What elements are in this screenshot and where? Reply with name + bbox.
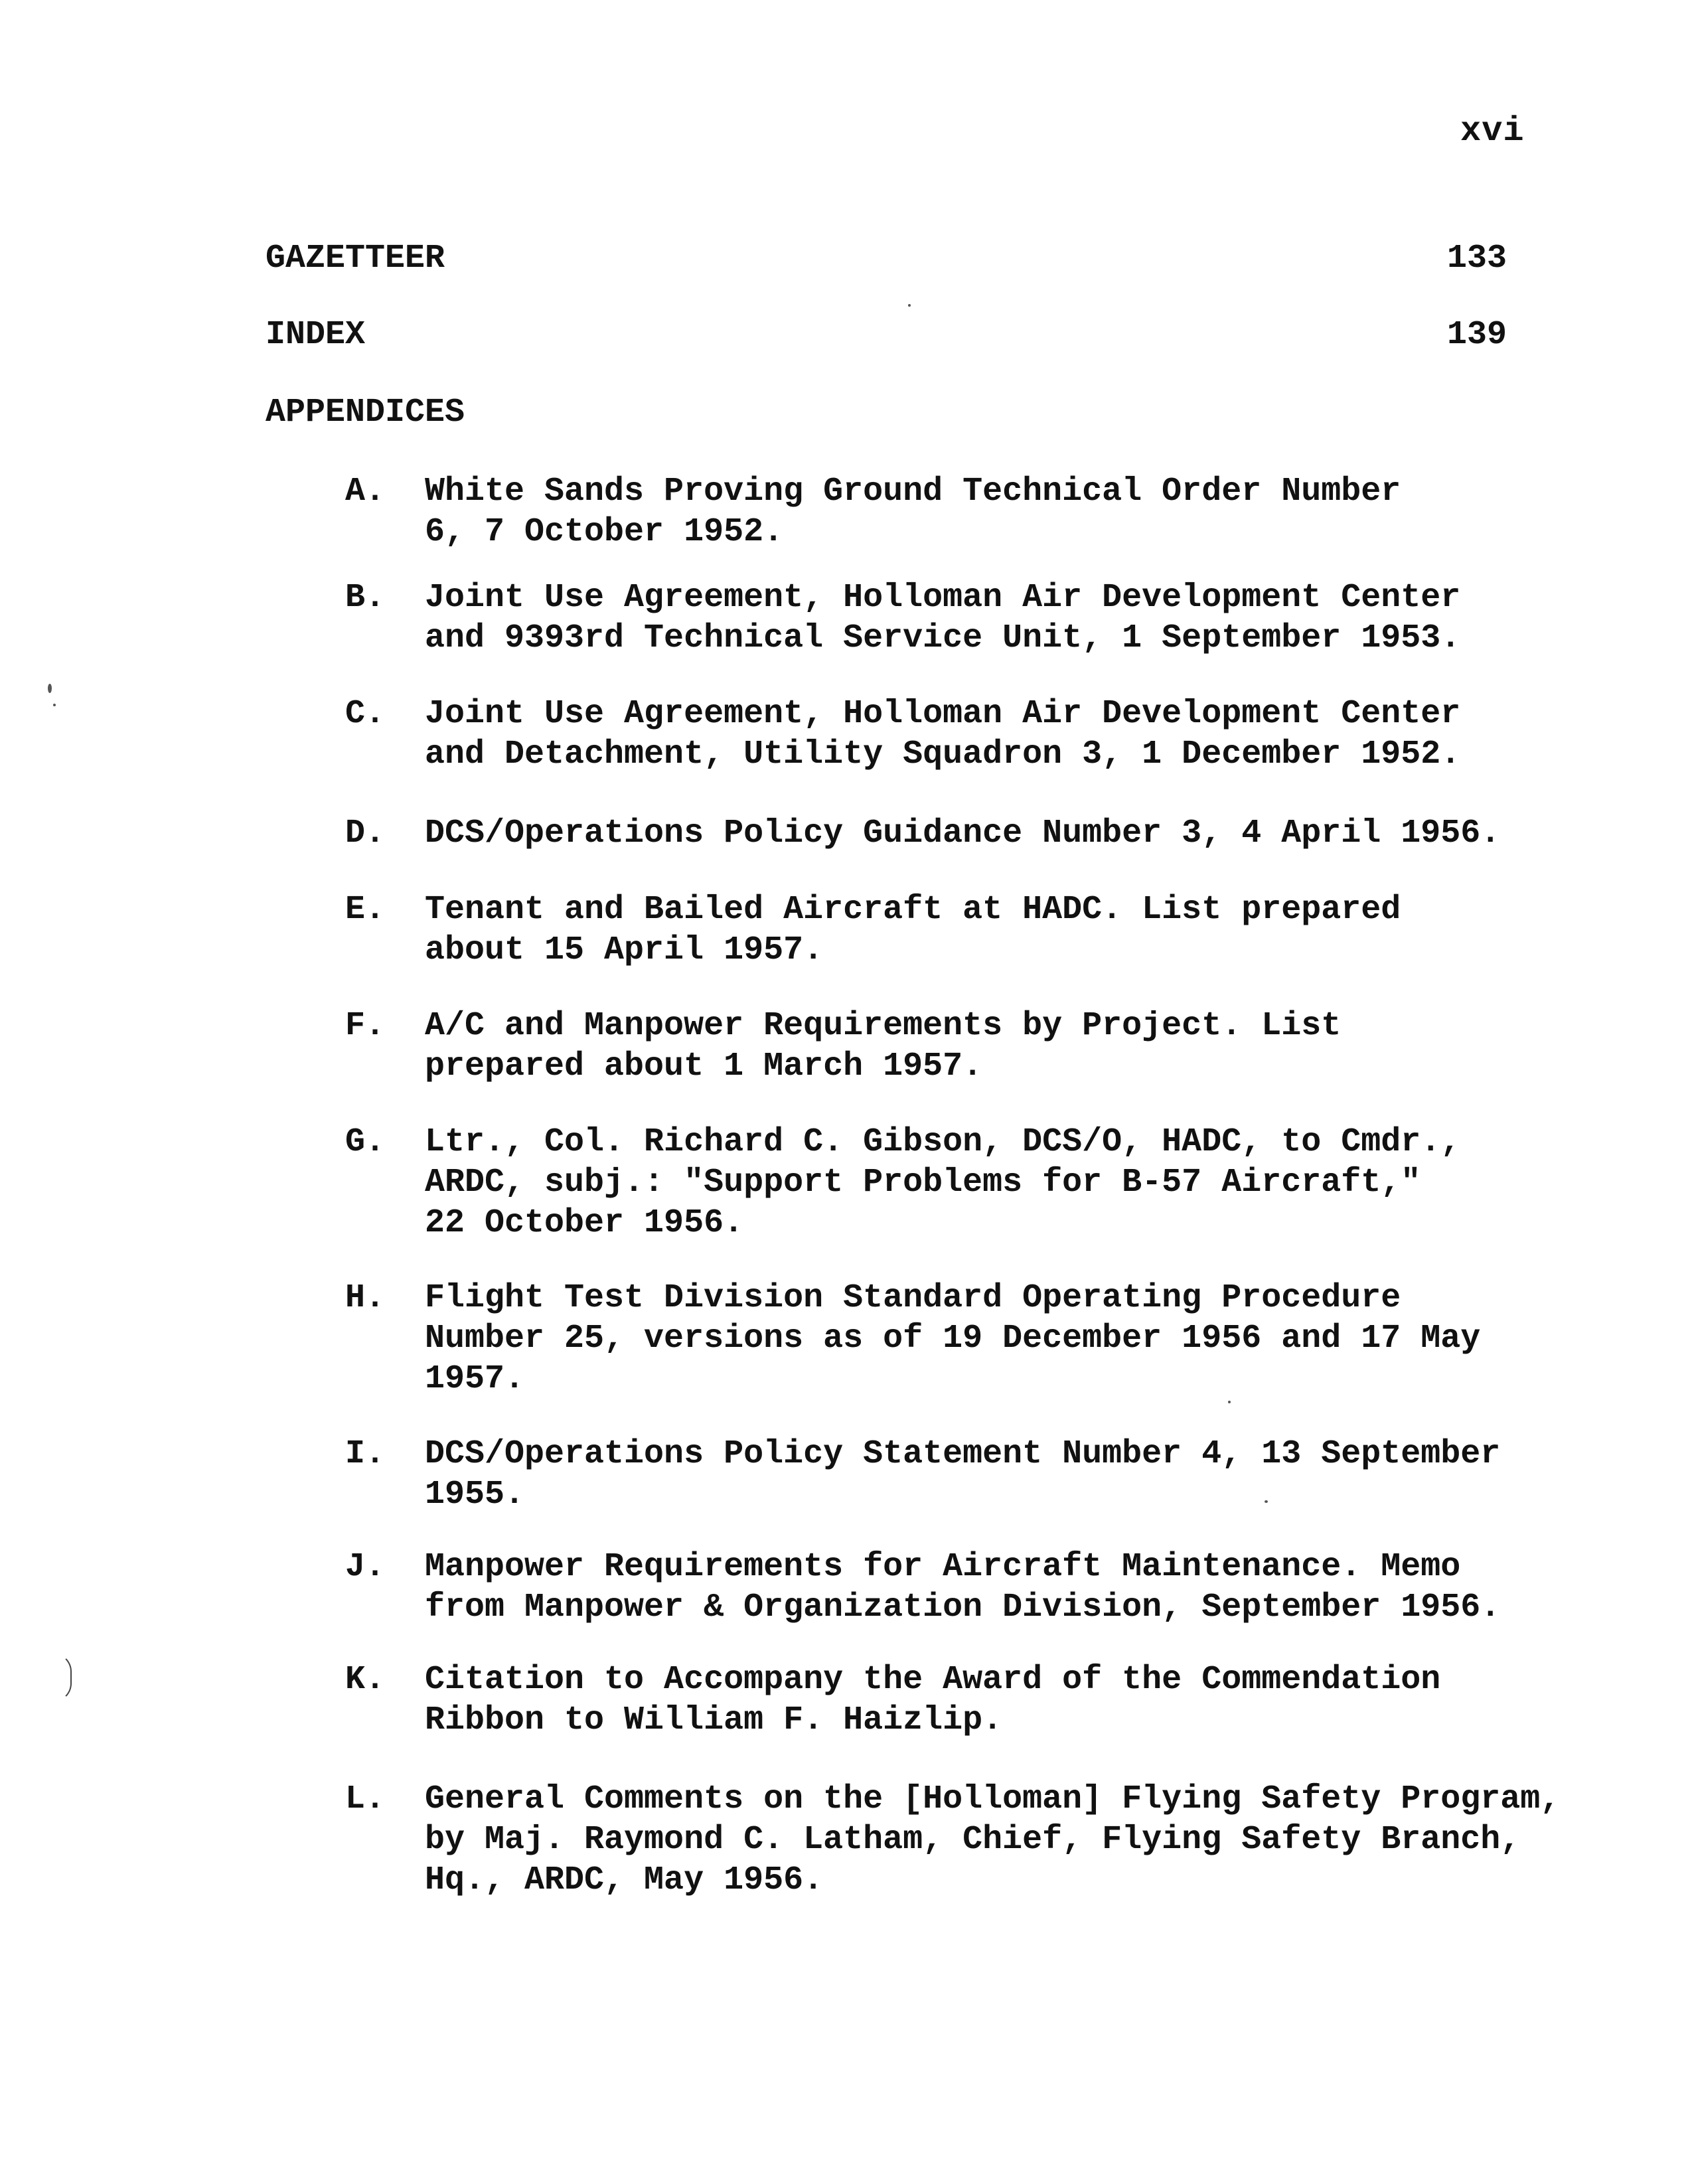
appendix-letter: E. bbox=[345, 891, 386, 929]
appendix-description: Flight Test Division Standard Operating Procedure Number 25, versions as of 19 December 1956 and 17 May 1957. bbox=[425, 1279, 1481, 1398]
appendix-letter: C. bbox=[345, 695, 386, 733]
appendix-letter: L. bbox=[345, 1780, 386, 1818]
appendix-letter: A. bbox=[345, 473, 386, 510]
toc-entry-page: 139 bbox=[1447, 316, 1507, 354]
appendix-description: Tenant and Bailed Aircraft at HADC. List prepared about 15 April 1957. bbox=[425, 891, 1401, 969]
scan-speck bbox=[908, 304, 911, 307]
appendix-letter: J. bbox=[345, 1548, 386, 1586]
appendix-letter: D. bbox=[345, 815, 386, 852]
appendix-description: General Comments on the [Holloman] Flying Safety Program, by Maj. Raymond C. Latham, Chief, Flying Safety Branch, Hq., ARDC, May 1956. bbox=[425, 1780, 1561, 1899]
appendix-description: DCS/Operations Policy Guidance Number 3, 4 April 1956. bbox=[425, 815, 1501, 852]
appendix-letter: F. bbox=[345, 1007, 386, 1045]
scan-speck bbox=[1228, 1401, 1231, 1403]
appendix-description: Citation to Accompany the Award of the Commendation Ribbon to William F. Haizlip. bbox=[425, 1661, 1441, 1739]
appendix-description: Joint Use Agreement, Holloman Air Development Center and 9393rd Technical Service Unit, 1 September 1953. bbox=[425, 579, 1461, 657]
scan-speck bbox=[53, 704, 56, 706]
scan-margin-mark bbox=[53, 1653, 72, 1702]
appendices-heading-label: APPENDICES bbox=[266, 394, 465, 431]
appendix-description: DCS/Operations Policy Statement Number 4, 13 September 1955. bbox=[425, 1435, 1501, 1514]
scan-speck bbox=[1265, 1500, 1268, 1503]
appendix-description: Manpower Requirements for Aircraft Maintenance. Memo from Manpower & Organization Division, September 1956. bbox=[425, 1548, 1501, 1626]
page-number: xvi bbox=[1460, 112, 1525, 151]
scan-speck bbox=[48, 684, 52, 693]
appendix-letter: G. bbox=[345, 1123, 386, 1161]
toc-entry-page: 133 bbox=[1447, 240, 1507, 277]
appendix-letter: B. bbox=[345, 579, 386, 617]
appendix-letter: H. bbox=[345, 1279, 386, 1317]
toc-entry-label: INDEX bbox=[266, 316, 366, 354]
appendix-description: White Sands Proving Ground Technical Order Number 6, 7 October 1952. bbox=[425, 473, 1401, 551]
toc-entry-label: GAZETTEER bbox=[266, 240, 445, 277]
appendix-letter: K. bbox=[345, 1661, 386, 1699]
appendix-description: A/C and Manpower Requirements by Project. List prepared about 1 March 1957. bbox=[425, 1007, 1342, 1085]
appendix-letter: I. bbox=[345, 1435, 386, 1473]
appendix-description: Joint Use Agreement, Holloman Air Development Center and Detachment, Utility Squadron 3, 1 December 1952. bbox=[425, 695, 1461, 773]
appendix-description: Ltr., Col. Richard C. Gibson, DCS/O, HADC, to Cmdr., ARDC, subj.: "Support Problems for B-57 Aircraft," 22 October 1956. bbox=[425, 1123, 1461, 1242]
